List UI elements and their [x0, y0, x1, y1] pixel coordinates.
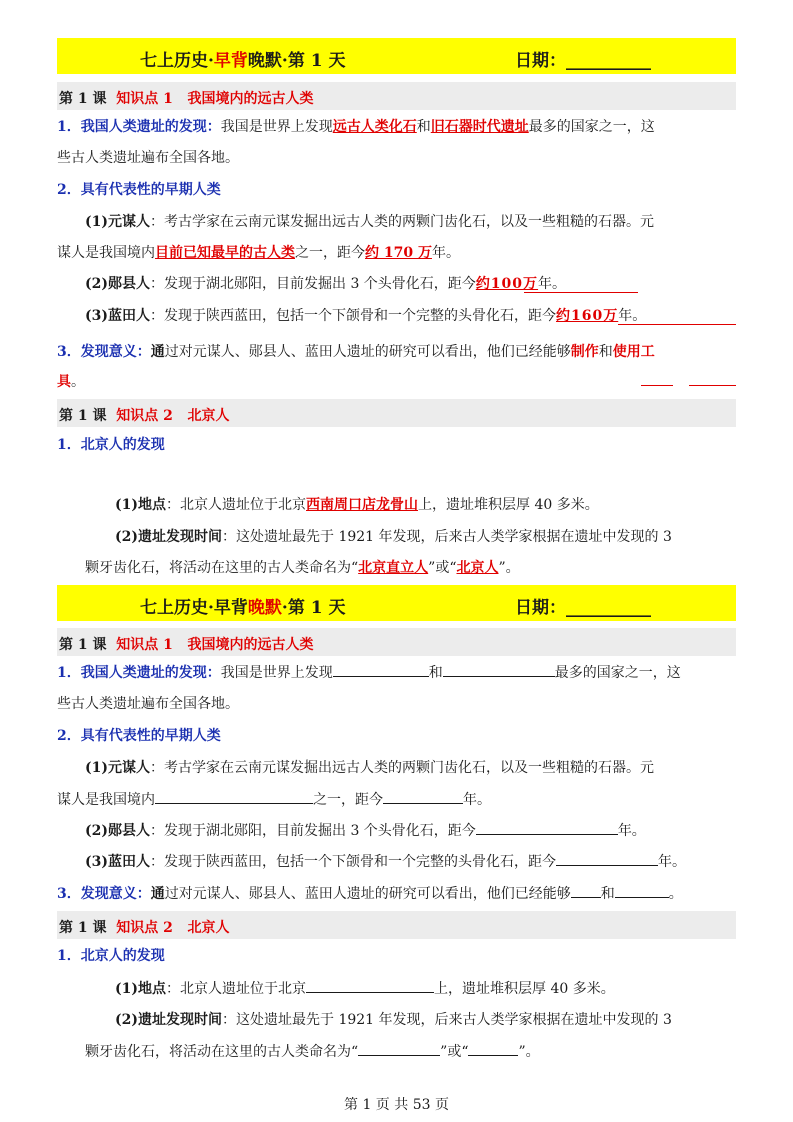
fill-blank[interactable] [358, 1041, 440, 1056]
paragraph: 3．发现意义：通过对元谋人、郧县人、蓝田人遗址的研究可以看出，他们已经能够制作和使用工 [57, 344, 655, 360]
fill-blank[interactable] [333, 662, 429, 677]
paragraph: (2)遗址发现时间：这处遗址最先于 1921 年发现，后来古人类学家根据在遗址中发现的 3 [115, 529, 672, 545]
paragraph: 1．我国人类遗址的发现：我国是世界上发现 和 最多的国家之一，这 [57, 662, 681, 683]
answer-underline [641, 385, 673, 386]
title-bar [57, 38, 736, 74]
paragraph: 谋人是我国境内 之一，距今 年。 [57, 789, 491, 810]
fill-blank[interactable] [383, 789, 463, 804]
answer-underline [618, 324, 736, 325]
page-title: 七上历史·早背晚默·第 1 天 [140, 51, 346, 71]
knowledge-point-bar: 第 1 课 知识点 1 我国境内的远古人类 [57, 628, 736, 656]
answer-underline [689, 385, 736, 386]
paragraph: (1)地点：北京人遗址位于北京西南周口店龙骨山上，遗址堆积层厚 40 多米。 [115, 497, 599, 513]
paragraph: (2)郧县人：发现于湖北郧阳，目前发掘出 3 个头骨化石，距今 年。 [85, 820, 646, 841]
fill-blank[interactable] [556, 851, 658, 866]
date-label: 日期：__________ [515, 598, 651, 618]
fill-blank[interactable] [615, 883, 669, 898]
fill-blank[interactable] [443, 662, 555, 677]
paragraph: (1)地点：北京人遗址位于北京 上，遗址堆积层厚 40 多米。 [115, 978, 615, 999]
paragraph: 颗牙齿化石，将活动在这里的古人类命名为“ ”或“ ”。 [85, 1041, 540, 1062]
paragraph: (1)元谋人：考古学家在云南元谋发掘出远古人类的两颗门齿化石，以及一些粗糙的石器。元 [85, 760, 654, 776]
fill-blank[interactable] [155, 789, 313, 804]
section-heading: 2．具有代表性的早期人类 [57, 728, 221, 744]
section-heading: 1．北京人的发现 [57, 437, 165, 453]
paragraph: 3．发现意义：通过对元谋人、郧县人、蓝田人遗址的研究可以看出，他们已经能够 和 。 [57, 883, 683, 904]
paragraph: 谋人是我国境内目前已知最早的古人类之一，距今约 170 万年。 [57, 245, 460, 261]
fill-blank[interactable] [476, 820, 618, 835]
knowledge-point-bar: 第 1 课 知识点 2 北京人 [57, 399, 736, 427]
paragraph: (3)蓝田人：发现于陕西蓝田，包括一个下颌骨和一个完整的头骨化石，距今约160万年。 [85, 308, 647, 324]
title-bar [57, 585, 736, 621]
page-footer: 第 1 页 共 53 页 [344, 1097, 449, 1113]
paragraph: (1)元谋人：考古学家在云南元谋发掘出远古人类的两颗门齿化石，以及一些粗糙的石器。元 [85, 214, 654, 230]
answer-underline [524, 292, 638, 293]
paragraph: 颗牙齿化石，将活动在这里的古人类命名为“北京直立人”或“北京人”。 [85, 560, 520, 576]
knowledge-point-bar: 第 1 课 知识点 2 北京人 [57, 911, 736, 939]
paragraph: 些古人类遗址遍布全国各地。 [57, 696, 239, 712]
fill-blank[interactable] [306, 978, 434, 993]
paragraph: 具。 [57, 374, 85, 390]
paragraph: (3)蓝田人：发现于陕西蓝田，包括一个下颌骨和一个完整的头骨化石，距今 年。 [85, 851, 686, 872]
paragraph: (2)遗址发现时间：这处遗址最先于 1921 年发现，后来古人类学家根据在遗址中发现的 3 [115, 1012, 672, 1028]
fill-blank[interactable] [468, 1041, 518, 1056]
section-heading: 1．北京人的发现 [57, 948, 165, 964]
knowledge-point-bar: 第 1 课 知识点 1 我国境内的远古人类 [57, 82, 736, 110]
date-label: 日期：__________ [515, 51, 651, 71]
paragraph: (2)郧县人：发现于湖北郧阳，目前发掘出 3 个头骨化石，距今约100万年。 [85, 276, 567, 292]
paragraph: 1．我国人类遗址的发现：我国是世界上发现远古人类化石和旧石器时代遗址最多的国家之一，这 [57, 119, 655, 135]
section-heading: 2．具有代表性的早期人类 [57, 182, 221, 198]
fill-blank[interactable] [571, 883, 601, 898]
paragraph: 些古人类遗址遍布全国各地。 [57, 150, 239, 166]
page-title: 七上历史·早背晚默·第 1 天 [140, 598, 346, 618]
